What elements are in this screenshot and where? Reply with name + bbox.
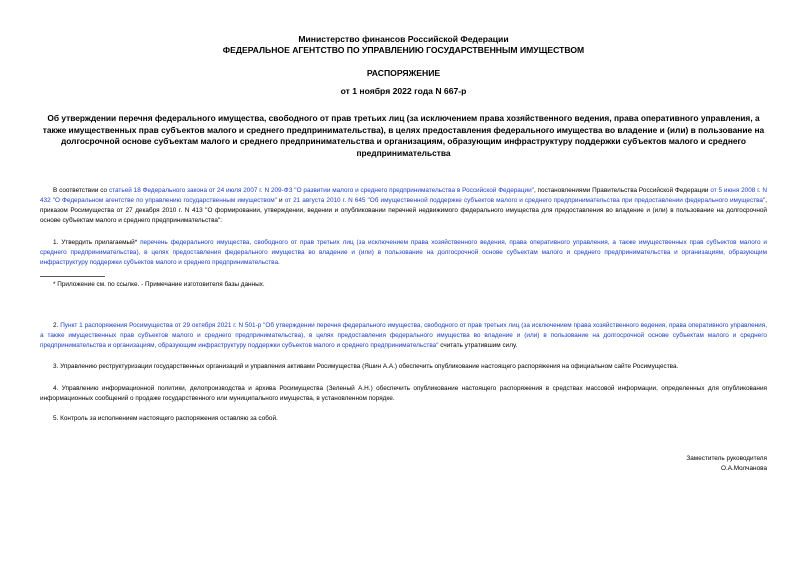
- footnote: * Приложение см. по ссылке. - Примечание изготовителя базы данных.: [53, 281, 265, 288]
- item-5-paragraph: 5. Контроль за исполнением настоящего распоряжения оставляю за собой.: [53, 415, 278, 422]
- preamble-text-3: и: [276, 197, 285, 204]
- link-order-501[interactable]: Пункт 1 распоряжения Росимущества от 29 октября 2021 г. N 501-р "Об утверждении перечня федерального имущества, свободного от прав третьих лиц (за исключением права хозяйственного ведения, права оперативного управления, а также имущественных прав субъектов малого и среднего предпринимательства), в целях предоставления федерального имущества во владение и (или) в пользование на долгосрочной основе субъектам малого и среднего предпринимательства и организациям, образующим инфраструктуру поддержки субъектов малого и среднего предпринимательства": [40, 322, 767, 349]
- footnote-divider: [40, 276, 105, 277]
- document-date: от 1 ноября 2022 года N 667-р: [340, 86, 467, 96]
- preamble-text-1: В соответствии со: [53, 187, 109, 194]
- link-federal-law-209[interactable]: статьей 18 Федерального закона от 24 июля 2007 г. N 209-ФЗ "О развитии малого и среднего предпринимательства в Российской Федерации": [108, 187, 534, 194]
- document-type: РАСПОРЯЖЕНИЕ: [366, 68, 441, 78]
- preamble-text-2: , постановлениями Правительства Российской Федерации: [533, 187, 711, 194]
- item-2-paragraph: [40, 321, 767, 351]
- item-4-paragraph: 4. Управлению информационной политики, делопроизводства и архива Росимущества (Зеленый А.Н.) обеспечить опубликование настоящего распоряжения в средствах массовой информации, определенных для опубликования информационных сообщений о продаже государственного или муниципального имущества, в установленном порядке.: [40, 385, 767, 402]
- item-1-paragraph: [40, 238, 767, 268]
- preamble-paragraph: [40, 186, 767, 226]
- ministry-name: Министерство финансов Российской Федерации: [298, 34, 509, 44]
- agency-name: ФЕДЕРАЛЬНОЕ АГЕНТСТВО ПО УПРАВЛЕНИЮ ГОСУДАРСТВЕННЫМ ИМУЩЕСТВОМ: [222, 45, 585, 55]
- preamble-text-4: , приказом Росимущества от 27 декабря 2010 г. N 413 "О формировании, утверждении, ведении и опубликовании перечней недвижимого федерального имущества для предоставления во владение и (или) в пользование на долгосрочной основе субъектам малого и среднего предпринимательства":: [40, 197, 767, 224]
- document-title: Об утверждении перечня федерального имущества, свободного от прав третьих лиц (за исключением права хозяйственного ведения, права оперативного управления, а также имущественных прав субъектов малого и среднего предпринимательства), в целях предоставления федерального имущества во владение и (или) в пользование на долгосрочной основе субъектам малого и среднего предпринимательства и организациям, образующим инфраструктуру поддержки субъектов малого и среднего предпринимательства: [42, 113, 765, 158]
- item-3-paragraph: 3. Управлению реструктуризации государственных организаций и управления активами Росимущества (Яшин А.А.) обеспечить опубликование настоящего распоряжения на официальном сайте Росимущества.: [53, 363, 679, 370]
- item-1-text-1: 1. Утвердить прилагаемый*: [53, 239, 141, 246]
- link-decree-432[interactable]: от 5 июня 2008 г. N 432 "О Федеральном агентстве по управлению государственным имуществом": [40, 187, 767, 204]
- item-2-text-2: считать утратившим силу.: [438, 342, 518, 349]
- item-2-text-1: 2.: [53, 322, 61, 329]
- signatory-name: О.А.Молчанова: [720, 465, 767, 472]
- item-1-text-2: .: [278, 259, 280, 266]
- link-property-list[interactable]: перечень федерального имущества, свободного от прав третьих лиц (за исключением права хозяйственного ведения, права оперативного управления, а также имущественных прав субъектов малого и среднего предпринимательства), в целях предоставления федерального имущества во владение и (или) в пользование на долгосрочной основе субъектам малого и среднего предпринимательства и организациям, образующим инфраструктуру поддержки субъектов малого и среднего предпринимательства: [40, 239, 767, 266]
- link-decree-645[interactable]: от 21 августа 2010 г. N 645 "Об имущественной поддержке субъектов малого и среднего предпринимательства при предоставлении федерального имущества": [284, 197, 766, 204]
- signatory-position: Заместитель руководителя: [686, 455, 767, 462]
